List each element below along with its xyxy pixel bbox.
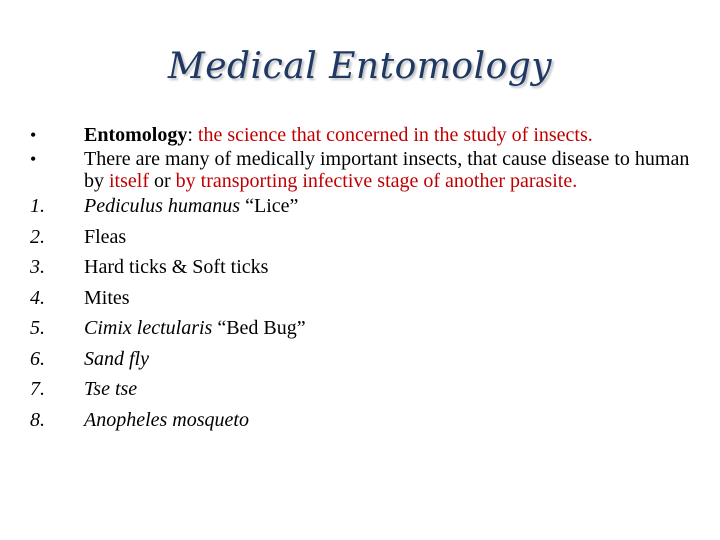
term-separator: : <box>187 124 198 146</box>
definition-text: the science that concerned in the study of insects. <box>197 124 593 146</box>
list-number: 3. <box>30 256 45 278</box>
list-item-italic: Pediculus humanus <box>84 195 241 217</box>
list-item <box>30 287 690 309</box>
list-number: 7. <box>30 378 45 400</box>
list-item-plain: Fleas <box>84 225 127 248</box>
list-number: 4. <box>30 286 45 309</box>
list-number: 5. <box>30 317 45 339</box>
list-item-italic: Cimix lectularis <box>84 317 213 339</box>
list-number: 6. <box>30 347 45 370</box>
list-item-plain: “Bed Bug” <box>212 317 306 339</box>
list-item <box>30 226 690 248</box>
list-item-plain: Mites <box>84 286 130 309</box>
slide-title: Medical Entomology <box>167 46 553 87</box>
list-item <box>30 378 690 400</box>
importance-red-a: itself <box>109 170 149 192</box>
list-item <box>30 256 690 278</box>
bullet-importance <box>30 148 690 192</box>
bullet-marker: • <box>30 149 37 169</box>
list-item <box>30 348 690 370</box>
bullet-marker: • <box>30 125 37 145</box>
list-item <box>30 409 690 431</box>
importance-text-b: or <box>149 170 176 192</box>
term-entomology: Entomology <box>84 124 188 146</box>
list-item-italic: Tse tse <box>84 378 138 400</box>
list-item-italic: Anopheles mosqueto <box>84 408 249 431</box>
list-number: 8. <box>30 408 45 431</box>
list-item <box>30 195 690 217</box>
bullet-definition <box>30 124 690 146</box>
importance-red-b: by transporting infective stage of another parasite. <box>175 170 578 192</box>
list-number: 1. <box>30 195 45 217</box>
list-item-plain: Hard ticks & Soft ticks <box>84 256 269 278</box>
list-item-italic: Sand fly <box>84 347 149 370</box>
list-number: 2. <box>30 225 45 248</box>
list-item <box>30 317 690 339</box>
slide-body <box>30 124 690 439</box>
importance-text-a: There are many of medically important insects, that cause disease to human by <box>84 148 690 192</box>
list-item-plain: “Lice” <box>240 195 299 217</box>
